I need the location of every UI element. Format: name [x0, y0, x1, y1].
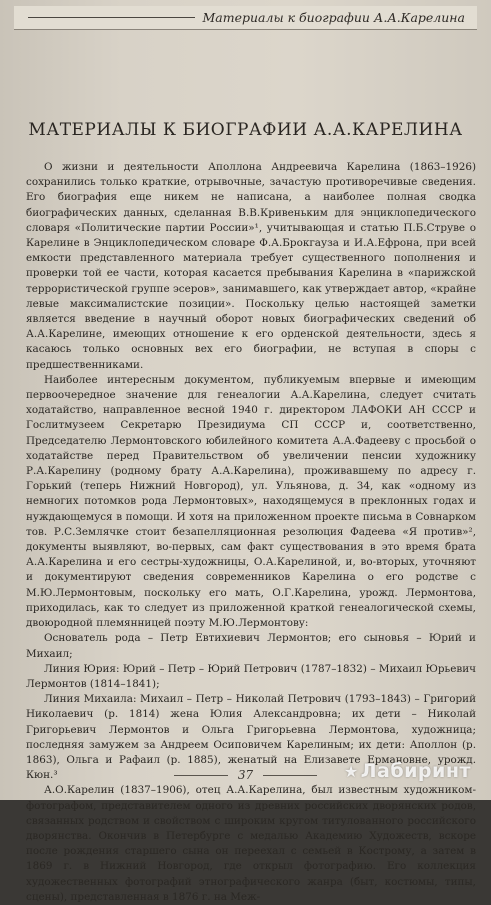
header-rule [28, 17, 195, 18]
article-title: МАТЕРИАЛЫ К БИОГРАФИИ А.А.КАРЕЛИНА [28, 120, 463, 140]
page-number: 37 [0, 768, 491, 782]
paragraph: А.О.Карелин (1837–1906), отец А.А.Карелина, был известным художником-фотографом, представителем одного из древних российских дворянских родов, связанных родством и свойством с широким кругом титулованного российского дворянства. Окончив в Петербурге с медалью Академию Художеств, вскоре после рождения старшего сына он переехал с семьей в Кострому, а затем в 1869 г. в Нижний Новгород, где открыл фотографию. Его коллекция художественных фотографий этнографического жанра (быт, костюмы, типы, сцены), представленная в 1876 г. на Меж- [26, 784, 476, 903]
watermark-text: Лабиринт [360, 760, 471, 782]
paragraph: Линия Юрия: Юрий – Петр – Юрий Петрович (1787–1832) – Михаил Юрьевич Лермонтов (1814–1841); [26, 662, 476, 690]
article-body [26, 160, 476, 905]
running-title: Материалы к биографии А.А.Карелина [202, 10, 465, 25]
paragraph: Линия Михаила: Михаил – Петр – Николай Петрович (1793–1843) – Григорий Николаевич (р. 1814) жена Юлия Александровна; их дети – Николай Григорьевич Лермонтов и Ольга Григорьевна Лермонтова, художница; последняя замужем за Андреем Осиповичем Карелиным; их дети: Аполлон (р. 1863), Ольга и Рафаил (р. 1885), женатый на Елизавете Ермановне, урожд. Кюн.³ [26, 693, 476, 782]
paragraph: О жизни и деятельности Аполлона Андреевича Карелина (1863–1926) сохранились только краткие, отрывочные, зачастую противоречивые сведения. Его биография еще никем не написана, а наиболее полная сводка биографических данных, сделанная В.В.Кривеньким для энциклопедического словаря «Политические партии России»¹, учитывающая и статью П.Б.Струве о Карелине в Энциклопедическом словаре Ф.А.Брокгауза и И.А.Ефрона, при всей емкости представленного материала требует существенного пополнения и проверки той ее части, которая касается пребывания Карелина в «парижской террористической группе эсеров», занимавшего, как утверждает автор, «крайне левые максималистские позиции». Поскольку целью настоящей заметки является введение в научный оборот новых биографических сведений об А.А.Карелине, имеющих отношение к его орденской деятельности, здесь я касаюсь только основных вех его биографии, не вступая в споры с предшественниками. [26, 161, 476, 371]
watermark-logo [344, 760, 471, 782]
paragraph: Основатель рода – Петр Евтихиевич Лермонтов; его сыновья – Юрий и Михаил; [26, 632, 476, 660]
paragraph: Наиболее интересным документом, публикуемым впервые и имеющим первоочередное значение для генеалогии А.А.Карелина, следует считать ходатайство, направленное весной 1940 г. директором ЛАФОКИ АН СССР и Гослитмузеем Секретарю Президиума СП СССР и, соответственно, Председателю Лермонтовского юбилейного комитета А.А.Фадееву с просьбой о ходатайстве перед Правительством об увеличении пенсии художнику Р.А.Карелину (родному брату А.А.Карелина), проживавшему по адресу г. Горький (теперь Нижний Новгород), ул. Ульянова, д. 34, как «одному из немногих потомков рода Лермонтовых», находящемуся в преклонных годах и нуждающемуся в помощи. И хотя на приложенном проекте письма в Совнарком тов. Р.С.Землячке стоит безапелляционная резолюция Фадеева «Я против»², документы выявляют, во-первых, сам факт существования в это время брата А.А.Карелина и его сестры-художницы, О.А.Карелиной, и, во-вторых, уточняют и документируют сведения современников Карелина о его родстве с М.Ю.Лермонтовым, поскольку его мать, О.Г.Карелина, урожд. Лермонтова, приходилась, как то следует из приложенной краткой генеалогической схемы, двоюродной племянницей поэту М.Ю.Лермонтову: [26, 373, 476, 630]
running-header [14, 6, 477, 30]
star-icon: ★ [343, 762, 359, 781]
